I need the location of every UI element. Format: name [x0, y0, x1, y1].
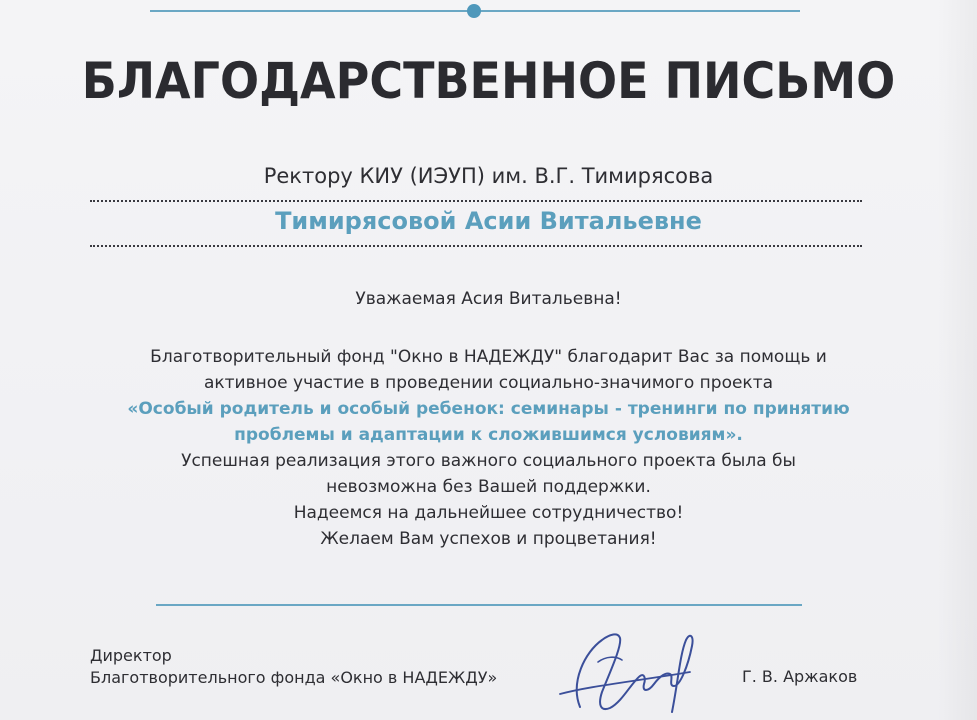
page-edge-shadow — [937, 0, 977, 720]
project-title-line-2: проблемы и адаптации к сложившимся условиям». — [234, 425, 743, 445]
body-line-1: Благотворительный фонд "Окно в НАДЕЖДУ" благодарит Вас за помощь и — [150, 347, 827, 367]
body-line-5: Надеемся на дальнейшее сотрудничество! — [293, 503, 684, 523]
bottom-decorative-rule — [156, 604, 802, 606]
letter-title: БЛАГОДАРСТВЕННОЕ ПИСЬМО — [81, 52, 896, 110]
handwritten-signature — [540, 612, 710, 720]
greeting: Уважаемая Асия Витальевна! — [355, 289, 622, 309]
signatory-role-line-2: Благотворительного фонда «Окно в НАДЕЖДУ» — [90, 668, 498, 687]
recipient-position: Ректору КИУ (ИЭУП) им. В.Г. Тимирясова — [263, 164, 714, 188]
signatory-name: Г. В. Аржаков — [742, 667, 858, 686]
top-decorative-dot — [467, 4, 481, 18]
recipient-name: Тимирясовой Асии Витальевне — [275, 207, 702, 235]
body-line-4: невозможна без Вашей поддержки. — [326, 477, 651, 497]
dotted-divider-1 — [90, 200, 862, 202]
body-line-6: Желаем Вам успехов и процветания! — [320, 529, 657, 549]
body-line-2: активное участие в проведении социально-значимого проекта — [203, 373, 774, 393]
letter-body — [40, 344, 937, 552]
signatory-role — [90, 645, 497, 689]
dotted-divider-2 — [90, 245, 862, 247]
body-line-3: Успешная реализация этого важного социального проекта была бы — [181, 451, 796, 471]
signatory-role-line-1: Директор — [90, 646, 172, 665]
project-title-line-1: «Особый родитель и особый ребенок: семинары - тренинги по принятию — [127, 399, 850, 419]
